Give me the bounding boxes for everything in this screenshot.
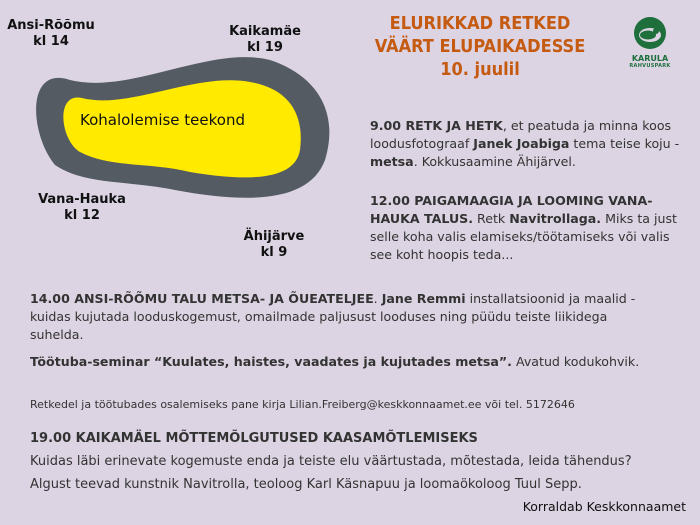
event-4-line-1: Kuidas läbi erinevate kogemuste enda ja teiste elu väärtustada, mõtestada, leida tähendus? (30, 454, 632, 469)
place-kaikamae (222, 24, 308, 56)
event-1-word: metsa (370, 154, 414, 169)
place-vana-hauka (30, 192, 134, 224)
event-1-text-3: . Kokkusaamine Ähijärvel. (413, 154, 576, 169)
place-name: Kaikamäe (229, 24, 301, 39)
place-name: Ähijärve (243, 229, 305, 244)
event-1-head: 9.00 RETK JA HETK (370, 118, 503, 133)
event-3-text-2: installatsioonid ja maalid - kuidas kujutada looduskogemust, omailmade paljusust looduses ning püüdu teiste liikidega suhelda. (30, 291, 636, 342)
workshop (30, 353, 670, 371)
event-3-person: Jane Remmi (381, 291, 466, 306)
place-ahijarve (234, 229, 314, 261)
event-1-text-1: , et peatuda ja minna koos loodusfotograaf (370, 118, 672, 151)
event-3-text-1: . (373, 291, 382, 306)
place-km: kl 9 (260, 245, 288, 260)
event-1-person: Janek Joabiga (473, 136, 570, 151)
event-4 (30, 429, 680, 495)
event-4-line-2: Algust teevad kunstnik Navitrolla, teoloog Karl Käsnapuu ja loomaökoloog Tuul Sepp. (30, 477, 582, 492)
place-name: Vana-Hauka (38, 192, 126, 207)
organizer: Korraldab Keskkonnaamet (522, 499, 686, 514)
workshop-text: Avatud kodukohvik. (511, 354, 640, 369)
title-line-2: VÄÄRT ELUPAIKADESSE (374, 36, 586, 57)
event-2-text-2: Miks ta just selle koha valis elamiseks/töötamiseks või valis see koht hoopis teda... (370, 211, 677, 262)
event-3-head: 14.00 ANSI-RÕÕMU TALU METSA- JA ÕUEATELJEE (30, 291, 374, 306)
bear-logo-icon (633, 16, 667, 50)
poster-title (360, 12, 600, 81)
event-1 (370, 117, 690, 171)
event-3 (30, 290, 660, 344)
registration-info: Retkedel ja töötubades osalemiseks pane kirja Lilian.Freiberg@keskkonnaamet.ee või tel. 5172646 (30, 398, 575, 411)
event-2-person: Navitrollaga. (509, 211, 602, 226)
route-label: Kohalolemise teekond (80, 111, 245, 129)
event-1-text-2: tema teise koju - (569, 136, 680, 151)
event-2-text-1: Retk (473, 211, 510, 226)
event-2-head: 12.00 PAIGAMAAGIA JA LOOMING VANA-HAUKA TALUS. (370, 193, 653, 226)
place-km: kl 12 (64, 208, 100, 223)
place-ansi-roomu (6, 18, 96, 50)
karula-logo (624, 16, 676, 74)
title-line-3: 10. juulil (440, 59, 520, 80)
event-2 (370, 192, 688, 264)
workshop-head: Töötuba-seminar “Kuulates, haistes, vaadates ja kujutades metsa”. (30, 354, 512, 369)
title-line-1: ELURIKKAD RETKED (389, 13, 571, 34)
place-km: kl 19 (247, 40, 283, 55)
place-km: kl 14 (33, 34, 69, 49)
event-4-head: 19.00 KAIKAMÄEL MÕTTEMÕLGUTUSED KAASAMÕTLEMISEKS (30, 431, 478, 446)
logo-name: KARULA (631, 54, 669, 63)
place-name: Ansi-Rõõmu (7, 18, 95, 33)
logo-sub: RAHVUSPARK (629, 63, 671, 69)
